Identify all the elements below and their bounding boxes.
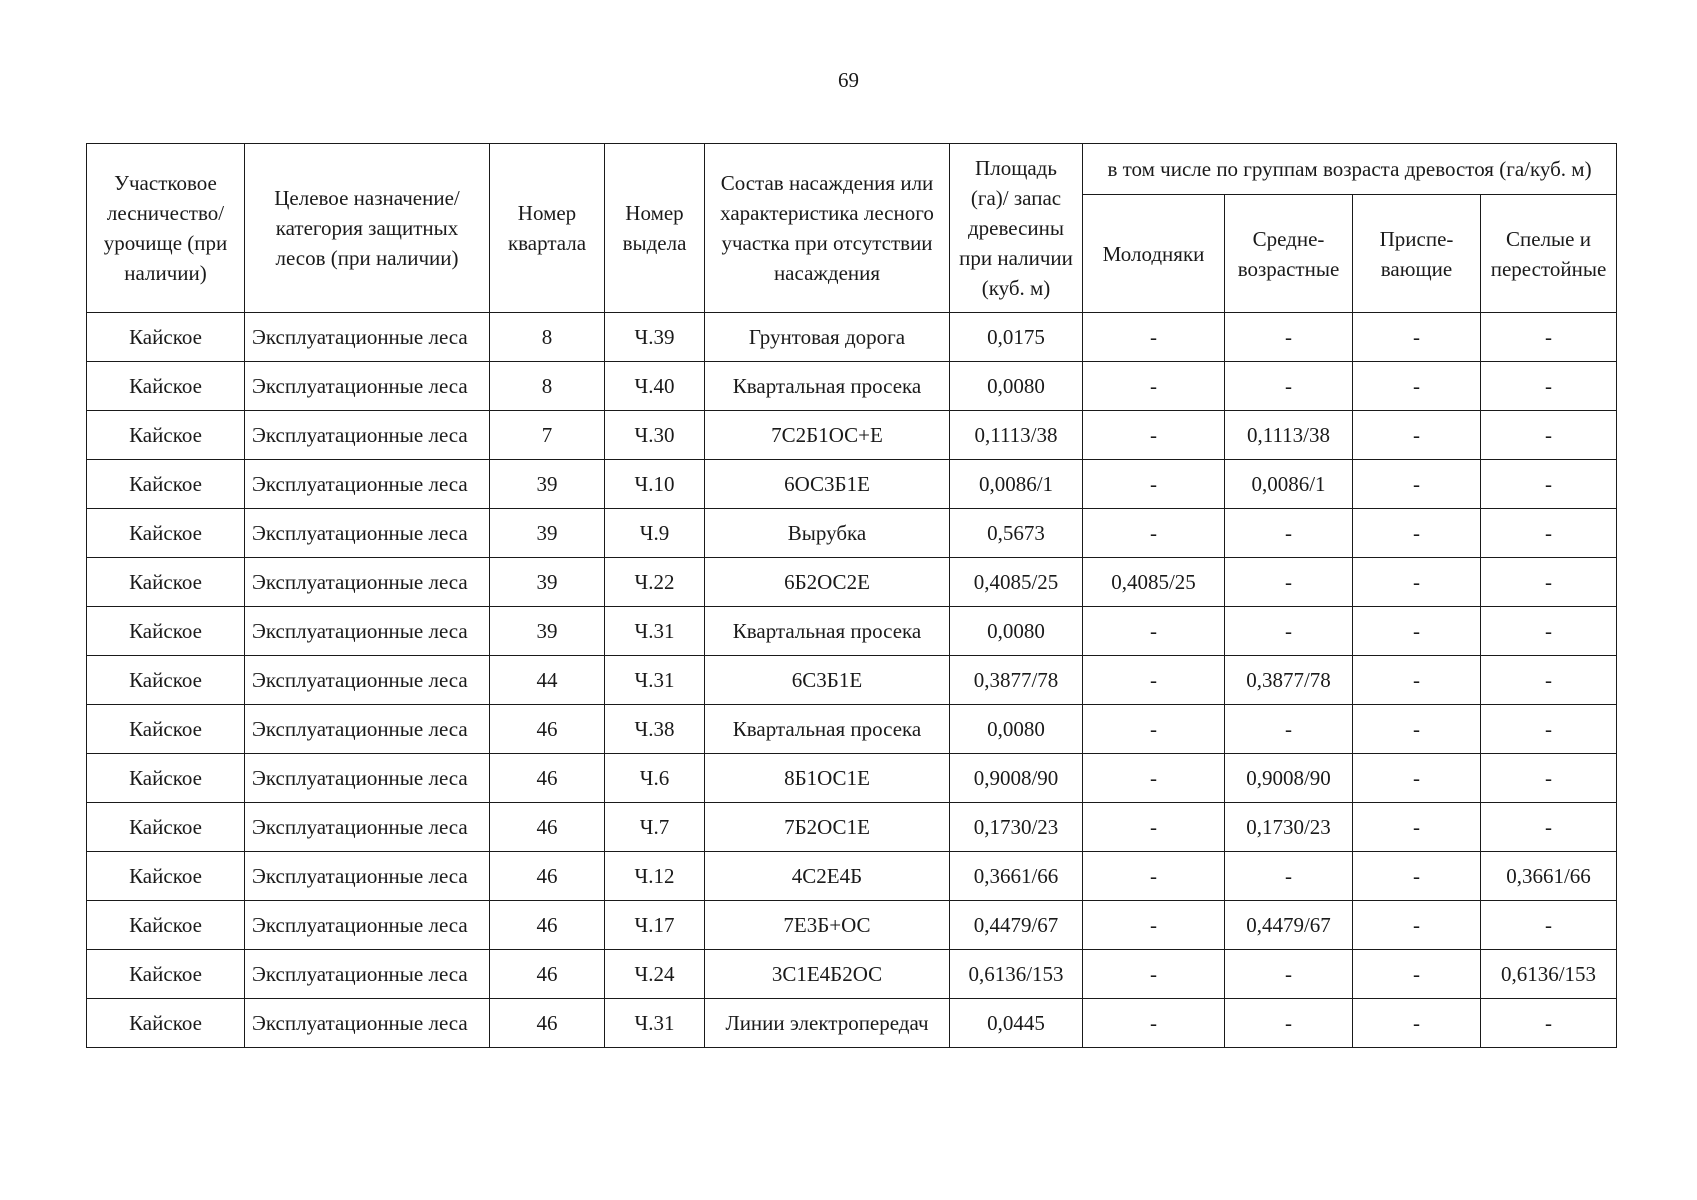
cell-quarter: 44 bbox=[490, 656, 605, 705]
cell-district: Кайское bbox=[87, 901, 245, 950]
table-row bbox=[87, 705, 1617, 754]
cell-mature: - bbox=[1481, 901, 1617, 950]
cell-plot: Ч.31 bbox=[605, 607, 705, 656]
cell-mature: - bbox=[1481, 411, 1617, 460]
header-purpose: Целевое назначение/ категория защитных лесов (при наличии) bbox=[245, 144, 490, 313]
cell-composition: 4С2Е4Б bbox=[705, 852, 950, 901]
cell-middle: - bbox=[1225, 313, 1353, 362]
cell-quarter: 7 bbox=[490, 411, 605, 460]
cell-area: 0,5673 bbox=[950, 509, 1083, 558]
table-row bbox=[87, 999, 1617, 1048]
cell-purpose: Эксплуатационные леса bbox=[245, 411, 490, 460]
cell-plot: Ч.6 bbox=[605, 754, 705, 803]
cell-area: 0,6136/153 bbox=[950, 950, 1083, 999]
table-row bbox=[87, 754, 1617, 803]
cell-quarter: 46 bbox=[490, 999, 605, 1048]
cell-district: Кайское bbox=[87, 558, 245, 607]
cell-young: - bbox=[1083, 852, 1225, 901]
cell-plot: Ч.31 bbox=[605, 656, 705, 705]
cell-premature: - bbox=[1353, 852, 1481, 901]
table-row bbox=[87, 901, 1617, 950]
cell-composition: 8Б1ОС1Е bbox=[705, 754, 950, 803]
cell-plot: Ч.12 bbox=[605, 852, 705, 901]
cell-young: - bbox=[1083, 754, 1225, 803]
cell-plot: Ч.40 bbox=[605, 362, 705, 411]
cell-purpose: Эксплуатационные леса bbox=[245, 901, 490, 950]
cell-area: 0,1113/38 bbox=[950, 411, 1083, 460]
cell-middle: - bbox=[1225, 950, 1353, 999]
cell-composition: 7Е3Б+ОС bbox=[705, 901, 950, 950]
cell-purpose: Эксплуатационные леса bbox=[245, 803, 490, 852]
table-row bbox=[87, 558, 1617, 607]
cell-premature: - bbox=[1353, 656, 1481, 705]
cell-premature: - bbox=[1353, 705, 1481, 754]
cell-young: - bbox=[1083, 460, 1225, 509]
table-row bbox=[87, 950, 1617, 999]
header-area: Площадь (га)/ запас древесины при наличии (куб. м) bbox=[950, 144, 1083, 313]
cell-premature: - bbox=[1353, 999, 1481, 1048]
cell-purpose: Эксплуатационные леса bbox=[245, 950, 490, 999]
table-row bbox=[87, 607, 1617, 656]
cell-plot: Ч.24 bbox=[605, 950, 705, 999]
cell-area: 0,0080 bbox=[950, 607, 1083, 656]
cell-premature: - bbox=[1353, 754, 1481, 803]
cell-district: Кайское bbox=[87, 754, 245, 803]
cell-district: Кайское bbox=[87, 705, 245, 754]
cell-district: Кайское bbox=[87, 607, 245, 656]
cell-district: Кайское bbox=[87, 852, 245, 901]
cell-mature: - bbox=[1481, 362, 1617, 411]
cell-district: Кайское bbox=[87, 950, 245, 999]
cell-premature: - bbox=[1353, 460, 1481, 509]
cell-young: - bbox=[1083, 607, 1225, 656]
cell-young: - bbox=[1083, 705, 1225, 754]
cell-young: - bbox=[1083, 901, 1225, 950]
cell-area: 0,0445 bbox=[950, 999, 1083, 1048]
table-body bbox=[87, 313, 1617, 1048]
cell-young: - bbox=[1083, 313, 1225, 362]
cell-purpose: Эксплуатационные леса bbox=[245, 705, 490, 754]
cell-plot: Ч.22 bbox=[605, 558, 705, 607]
header-young: Молодняки bbox=[1083, 195, 1225, 313]
cell-premature: - bbox=[1353, 313, 1481, 362]
table-row bbox=[87, 313, 1617, 362]
cell-young: - bbox=[1083, 950, 1225, 999]
cell-quarter: 8 bbox=[490, 362, 605, 411]
table-header bbox=[87, 144, 1617, 313]
cell-area: 0,0086/1 bbox=[950, 460, 1083, 509]
cell-middle: - bbox=[1225, 509, 1353, 558]
cell-middle: 0,3877/78 bbox=[1225, 656, 1353, 705]
cell-area: 0,1730/23 bbox=[950, 803, 1083, 852]
cell-young: 0,4085/25 bbox=[1083, 558, 1225, 607]
header-plot: Номер выдела bbox=[605, 144, 705, 313]
cell-premature: - bbox=[1353, 607, 1481, 656]
cell-composition: Вырубка bbox=[705, 509, 950, 558]
header-quarter: Номер квартала bbox=[490, 144, 605, 313]
cell-quarter: 39 bbox=[490, 509, 605, 558]
cell-area: 0,0080 bbox=[950, 705, 1083, 754]
cell-middle: 0,9008/90 bbox=[1225, 754, 1353, 803]
cell-mature: - bbox=[1481, 705, 1617, 754]
cell-middle: 0,1113/38 bbox=[1225, 411, 1353, 460]
cell-composition: Грунтовая дорога bbox=[705, 313, 950, 362]
table-row bbox=[87, 460, 1617, 509]
cell-middle: - bbox=[1225, 705, 1353, 754]
cell-composition: 6С3Б1Е bbox=[705, 656, 950, 705]
cell-premature: - bbox=[1353, 509, 1481, 558]
cell-quarter: 46 bbox=[490, 901, 605, 950]
cell-middle: - bbox=[1225, 558, 1353, 607]
cell-area: 0,9008/90 bbox=[950, 754, 1083, 803]
page-number: 69 bbox=[838, 68, 859, 92]
cell-quarter: 39 bbox=[490, 558, 605, 607]
cell-premature: - bbox=[1353, 362, 1481, 411]
cell-composition: Квартальная просека bbox=[705, 705, 950, 754]
header-mature: Спелые и перестойные bbox=[1481, 195, 1617, 313]
table-row bbox=[87, 362, 1617, 411]
cell-premature: - bbox=[1353, 901, 1481, 950]
cell-premature: - bbox=[1353, 950, 1481, 999]
cell-area: 0,4479/67 bbox=[950, 901, 1083, 950]
cell-quarter: 46 bbox=[490, 950, 605, 999]
cell-area: 0,3877/78 bbox=[950, 656, 1083, 705]
cell-middle: 0,1730/23 bbox=[1225, 803, 1353, 852]
cell-purpose: Эксплуатационные леса bbox=[245, 999, 490, 1048]
cell-quarter: 8 bbox=[490, 313, 605, 362]
cell-composition: 7С2Б1ОС+Е bbox=[705, 411, 950, 460]
table-row bbox=[87, 509, 1617, 558]
table-row bbox=[87, 852, 1617, 901]
cell-district: Кайское bbox=[87, 313, 245, 362]
forest-plots-table bbox=[86, 143, 1617, 1048]
cell-plot: Ч.30 bbox=[605, 411, 705, 460]
cell-plot: Ч.31 bbox=[605, 999, 705, 1048]
cell-purpose: Эксплуатационные леса bbox=[245, 558, 490, 607]
header-middle: Средне-возрастные bbox=[1225, 195, 1353, 313]
cell-quarter: 46 bbox=[490, 705, 605, 754]
cell-plot: Ч.39 bbox=[605, 313, 705, 362]
cell-middle: 0,4479/67 bbox=[1225, 901, 1353, 950]
cell-mature: - bbox=[1481, 607, 1617, 656]
cell-plot: Ч.10 bbox=[605, 460, 705, 509]
header-district: Участковое лесничество/ урочище (при наличии) bbox=[87, 144, 245, 313]
cell-quarter: 39 bbox=[490, 460, 605, 509]
cell-district: Кайское bbox=[87, 411, 245, 460]
cell-mature: - bbox=[1481, 509, 1617, 558]
table-row bbox=[87, 656, 1617, 705]
cell-middle: - bbox=[1225, 852, 1353, 901]
cell-young: - bbox=[1083, 509, 1225, 558]
cell-area: 0,0175 bbox=[950, 313, 1083, 362]
cell-composition: 6Б2ОС2Е bbox=[705, 558, 950, 607]
cell-purpose: Эксплуатационные леса bbox=[245, 509, 490, 558]
cell-purpose: Эксплуатационные леса bbox=[245, 313, 490, 362]
cell-district: Кайское bbox=[87, 803, 245, 852]
cell-purpose: Эксплуатационные леса bbox=[245, 362, 490, 411]
cell-composition: 6ОС3Б1Е bbox=[705, 460, 950, 509]
cell-mature: - bbox=[1481, 656, 1617, 705]
cell-composition: Квартальная просека bbox=[705, 607, 950, 656]
cell-mature: - bbox=[1481, 803, 1617, 852]
cell-district: Кайское bbox=[87, 509, 245, 558]
cell-district: Кайское bbox=[87, 999, 245, 1048]
cell-mature: - bbox=[1481, 460, 1617, 509]
header-age-groups: в том числе по группам возраста древостоя (га/куб. м) bbox=[1083, 144, 1617, 195]
cell-plot: Ч.9 bbox=[605, 509, 705, 558]
cell-young: - bbox=[1083, 411, 1225, 460]
cell-area: 0,3661/66 bbox=[950, 852, 1083, 901]
cell-middle: - bbox=[1225, 362, 1353, 411]
cell-young: - bbox=[1083, 362, 1225, 411]
cell-young: - bbox=[1083, 999, 1225, 1048]
cell-mature: - bbox=[1481, 313, 1617, 362]
cell-composition: 7Б2ОС1Е bbox=[705, 803, 950, 852]
table-row bbox=[87, 411, 1617, 460]
cell-purpose: Эксплуатационные леса bbox=[245, 656, 490, 705]
cell-mature: - bbox=[1481, 754, 1617, 803]
cell-mature: - bbox=[1481, 999, 1617, 1048]
cell-middle: 0,0086/1 bbox=[1225, 460, 1353, 509]
cell-composition: 3С1Е4Б2ОС bbox=[705, 950, 950, 999]
cell-purpose: Эксплуатационные леса bbox=[245, 852, 490, 901]
header-composition: Состав насаждения или характеристика лесного участка при отсутствии насаждения bbox=[705, 144, 950, 313]
cell-premature: - bbox=[1353, 558, 1481, 607]
table-row bbox=[87, 803, 1617, 852]
cell-purpose: Эксплуатационные леса bbox=[245, 607, 490, 656]
cell-young: - bbox=[1083, 803, 1225, 852]
cell-area: 0,0080 bbox=[950, 362, 1083, 411]
header-premature: Приспе-вающие bbox=[1353, 195, 1481, 313]
cell-middle: - bbox=[1225, 607, 1353, 656]
cell-purpose: Эксплуатационные леса bbox=[245, 754, 490, 803]
cell-mature: - bbox=[1481, 558, 1617, 607]
cell-area: 0,4085/25 bbox=[950, 558, 1083, 607]
cell-quarter: 39 bbox=[490, 607, 605, 656]
cell-premature: - bbox=[1353, 803, 1481, 852]
cell-plot: Ч.38 bbox=[605, 705, 705, 754]
cell-quarter: 46 bbox=[490, 803, 605, 852]
cell-middle: - bbox=[1225, 999, 1353, 1048]
cell-composition: Квартальная просека bbox=[705, 362, 950, 411]
cell-mature: 0,6136/153 bbox=[1481, 950, 1617, 999]
cell-premature: - bbox=[1353, 411, 1481, 460]
cell-young: - bbox=[1083, 656, 1225, 705]
cell-plot: Ч.17 bbox=[605, 901, 705, 950]
cell-plot: Ч.7 bbox=[605, 803, 705, 852]
cell-quarter: 46 bbox=[490, 754, 605, 803]
cell-quarter: 46 bbox=[490, 852, 605, 901]
cell-purpose: Эксплуатационные леса bbox=[245, 460, 490, 509]
cell-composition: Линии электропередач bbox=[705, 999, 950, 1048]
cell-district: Кайское bbox=[87, 362, 245, 411]
cell-district: Кайское bbox=[87, 460, 245, 509]
cell-district: Кайское bbox=[87, 656, 245, 705]
cell-mature: 0,3661/66 bbox=[1481, 852, 1617, 901]
